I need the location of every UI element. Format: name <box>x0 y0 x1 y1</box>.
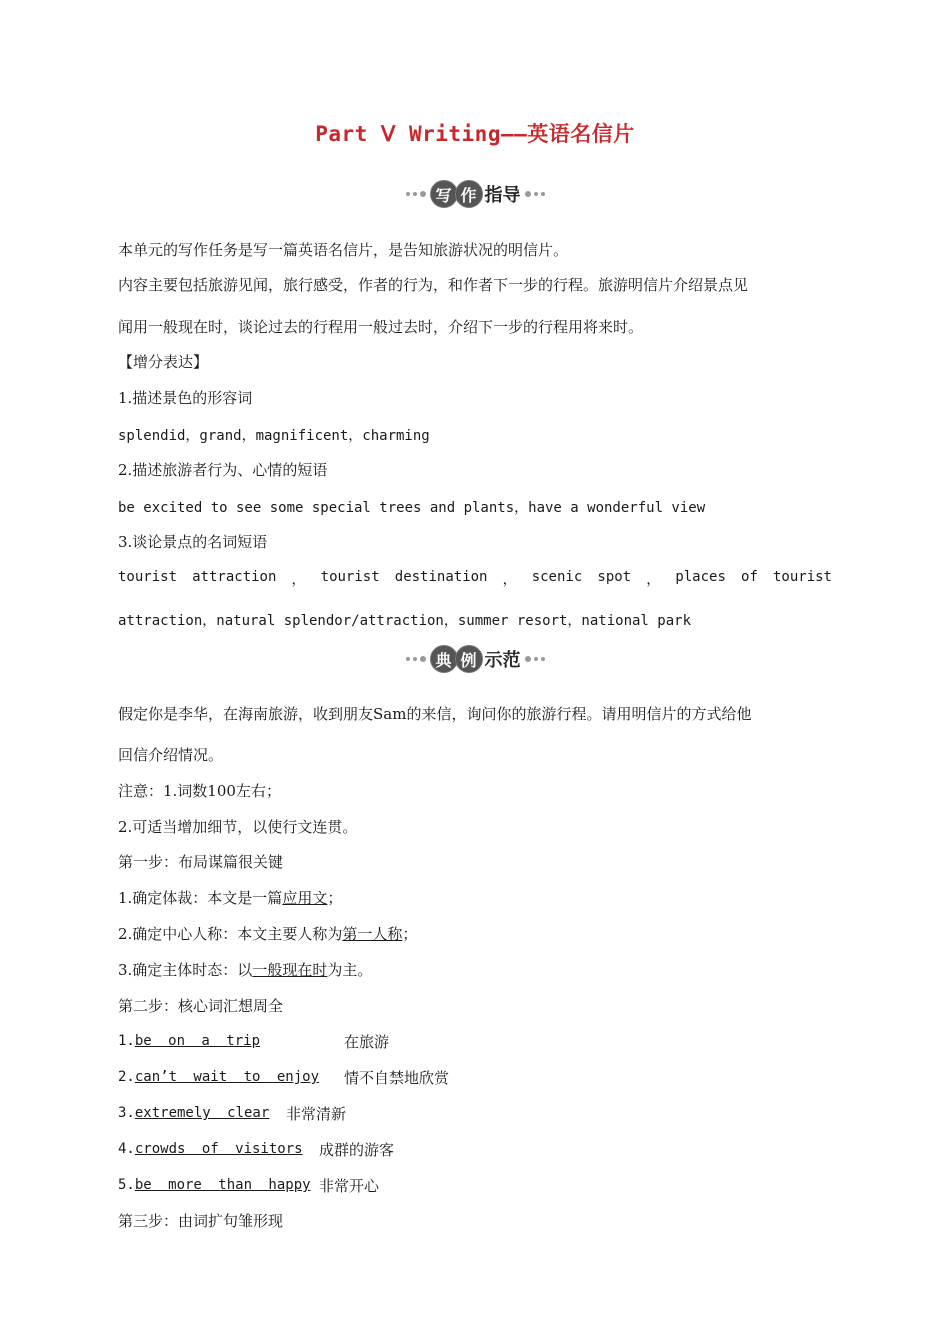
decorative-dots-right <box>525 656 545 662</box>
step-2-heading: 第二步：核心词汇想周全 <box>118 997 284 1015</box>
item-text: ； <box>402 925 418 943</box>
vocab-number: 5. <box>118 1177 135 1193</box>
decorative-dots-left <box>406 191 426 197</box>
item-text: 3.确定主体时态：以 <box>118 961 253 979</box>
bonus-heading: 【增分表达】 <box>118 353 209 371</box>
circle-char-2: 例 <box>455 645 483 673</box>
step-3-heading: 第三步：由词扩句雏形现 <box>118 1212 284 1230</box>
vocab-chinese: 非常清新 <box>286 1105 347 1123</box>
phrase-word: attraction <box>192 569 277 585</box>
phrase-word: places <box>675 569 726 585</box>
phrase-word: tourist <box>772 569 832 585</box>
bonus-item-2-examples: be excited to see some special trees and plants，have a wonderful view <box>118 500 706 516</box>
step-1-heading: 第一步：布局谋篇很关键 <box>118 853 284 871</box>
guide-paragraph-2a: 内容主要包括旅游见闻，旅行感受，作者的行为，和作者下一步的行程。旅游明信片介绍景点见 <box>118 276 749 294</box>
vocab-english: extremely clear <box>134 1105 270 1121</box>
step-1-item-2 <box>118 923 417 944</box>
item-text: ； <box>327 889 343 907</box>
circle-char-1: 写 <box>430 180 458 208</box>
task-paragraph-a: 假定你是李华，在海南旅游，收到朋友Sam的来信，询问你的旅游行程。请用明信片的方式给他 <box>118 705 752 723</box>
vocab-english: can’t wait to enjoy <box>134 1069 320 1085</box>
section-label: 示范 <box>484 650 521 671</box>
phrase-word: of <box>741 569 758 585</box>
note-2: 2.可适当增加细节，以使行文连贯。 <box>118 818 358 836</box>
vocab-row <box>118 1031 832 1053</box>
step-1-item-3 <box>118 959 372 980</box>
bonus-item-2-heading: 2.描述旅游者行为、心情的短语 <box>118 461 328 479</box>
bonus-item-1-examples: splendid，grand，magnificent，charming <box>118 428 430 444</box>
vocab-chinese: 成群的游客 <box>319 1141 395 1159</box>
item-text: 2.确定中心人称：本文主要人称为 <box>118 925 343 943</box>
item-text: 1.确定体裁：本文是一篇 <box>118 889 283 907</box>
vocab-number: 3. <box>118 1105 135 1121</box>
bonus-item-3-examples-line2: attraction，natural splendor/attraction，summer resort，national park <box>118 613 692 629</box>
decorative-dots-right <box>525 191 545 197</box>
phrase-word: ， <box>502 572 517 588</box>
answer-blank: 一般现在时 <box>252 961 328 979</box>
vocab-english: crowds of visitors <box>134 1141 303 1157</box>
vocab-number: 4. <box>118 1141 135 1157</box>
vocab-row <box>118 1175 832 1197</box>
vocab-chinese: 情不自禁地欣赏 <box>344 1069 450 1087</box>
circle-char-1: 典 <box>430 645 458 673</box>
phrase-word: destination <box>394 569 488 585</box>
guide-paragraph-1: 本单元的写作任务是写一篇英语名信片，是告知旅游状况的明信片。 <box>118 241 569 259</box>
task-paragraph-b: 回信介绍情况。 <box>118 746 224 764</box>
phrase-word: ， <box>646 572 661 588</box>
phrase-word: ， <box>291 572 306 588</box>
guide-paragraph-2b: 闻用一般现在时，谈论过去的行程用一般过去时，介绍下一步的行程用将来时。 <box>118 318 644 336</box>
vocab-row <box>118 1103 832 1125</box>
phrase-word: tourist <box>320 569 380 585</box>
vocab-number: 1. <box>118 1033 135 1049</box>
answer-blank: 第一人称 <box>342 925 403 943</box>
phrase-word: scenic <box>531 569 583 585</box>
answer-blank: 应用文 <box>282 889 328 907</box>
section-header-example <box>0 642 950 676</box>
item-text: 为主。 <box>327 961 373 979</box>
vocab-row <box>118 1139 832 1161</box>
section-header-guide <box>0 177 950 211</box>
phrase-word: spot <box>597 569 632 585</box>
circle-char-2: 作 <box>455 180 483 208</box>
bonus-item-1-heading: 1.描述景色的形容词 <box>118 389 253 407</box>
note-1: 注意：1.词数100左右； <box>118 782 281 800</box>
vocab-english: be more than happy <box>134 1177 311 1193</box>
step-1-item-1 <box>118 887 342 908</box>
bonus-item-3-examples-line1 <box>118 569 832 589</box>
section-label: 指导 <box>484 185 521 206</box>
vocab-english: be on a trip <box>134 1033 261 1049</box>
bonus-item-3-heading: 3.谈论景点的名词短语 <box>118 533 268 551</box>
vocab-number: 2. <box>118 1069 135 1085</box>
decorative-dots-left <box>406 656 426 662</box>
vocab-chinese: 非常开心 <box>319 1177 380 1195</box>
phrase-word: tourist <box>118 569 178 585</box>
vocab-chinese: 在旅游 <box>344 1033 390 1051</box>
vocab-row <box>118 1067 832 1089</box>
page-title: Part Ⅴ Writing——英语名信片 <box>315 122 635 146</box>
